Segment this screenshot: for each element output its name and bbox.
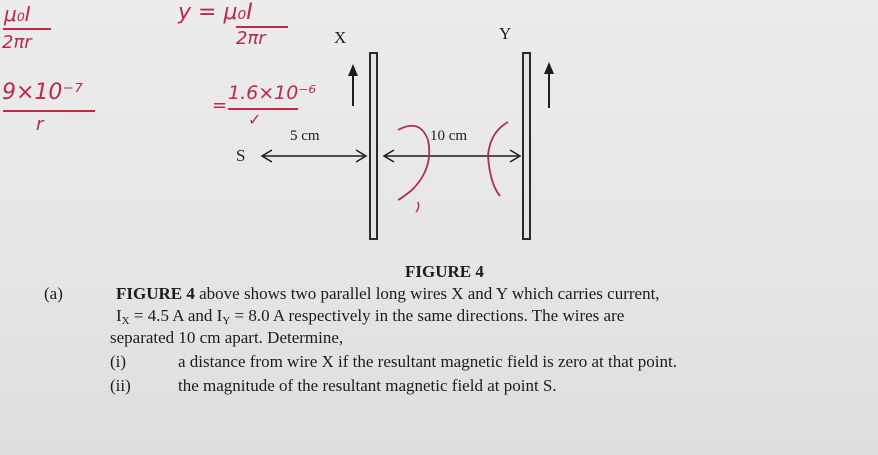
handwritten-1-6e-6: 1.6×10⁻⁶ bbox=[228, 82, 316, 104]
subscript-x: X bbox=[121, 315, 130, 327]
current-arrowhead-x bbox=[348, 64, 358, 76]
handwritten-field-arc-y bbox=[488, 122, 508, 196]
handwritten-2pir: 2πr bbox=[2, 32, 32, 53]
wire-x bbox=[369, 52, 378, 240]
figure-ref: FIGURE 4 bbox=[116, 284, 195, 303]
subpart-ii-text: the magnitude of the resultant magnetic field at point S. bbox=[178, 376, 557, 395]
figure-caption: FIGURE 4 bbox=[405, 262, 484, 281]
part-a-label: (a) bbox=[44, 284, 63, 303]
question-line-2: $I_X = 4.5$ A and $I_Y = 8.0$ A respectively in the same directions. The wires are bbox=[116, 306, 625, 327]
handwritten-mark bbox=[416, 202, 419, 212]
wire-x-label: X bbox=[334, 28, 347, 47]
question-line-1-rest: above shows two parallel long wires X and Y which carries current, bbox=[194, 284, 660, 303]
question-line-1 bbox=[116, 284, 660, 304]
arrowhead-left-s bbox=[262, 150, 272, 162]
distance-5cm-label: 5 cm bbox=[290, 128, 320, 144]
handwritten-fraction-bar bbox=[228, 108, 298, 110]
handwritten-y-equation: y = μ₀I bbox=[178, 0, 253, 25]
handwritten-fraction-bar bbox=[3, 110, 95, 112]
subpart-i-text: a distance from wire X if the resultant magnetic field is zero at that point. bbox=[178, 352, 677, 371]
question-line-3: separated 10 cm apart. Determine, bbox=[110, 328, 344, 347]
arrowhead-left-x bbox=[384, 150, 394, 162]
current-arrowhead-y bbox=[544, 62, 554, 74]
wire-y bbox=[522, 52, 531, 240]
point-s-label: S bbox=[236, 146, 246, 165]
handwritten-check: ✓ bbox=[248, 110, 262, 129]
arrowhead-right-y bbox=[510, 150, 520, 162]
question-line-2-rest: = 8.0 A respectively in the same directions. The wires are bbox=[230, 306, 625, 325]
handwritten-equals: = bbox=[212, 95, 228, 116]
subpart-ii-label: (ii) bbox=[110, 376, 131, 395]
question-line-2-mid: = 4.5 A and I bbox=[129, 306, 223, 325]
wire-y-label: Y bbox=[499, 24, 512, 43]
handwritten-9e-7: 9×10⁻⁷ bbox=[2, 80, 83, 105]
arrowhead-right-x bbox=[356, 150, 366, 162]
handwritten-2piy: 2πr bbox=[236, 28, 266, 49]
subscript-y: Y bbox=[222, 315, 231, 327]
distance-10cm-label: 10 cm bbox=[430, 128, 468, 144]
handwritten-fraction-bar bbox=[3, 28, 51, 30]
subpart-i-label: (i) bbox=[110, 352, 127, 371]
handwritten-mu-i: μ₀I bbox=[4, 2, 31, 26]
handwritten-field-arc-x bbox=[398, 126, 429, 200]
handwritten-r: r bbox=[36, 114, 44, 135]
